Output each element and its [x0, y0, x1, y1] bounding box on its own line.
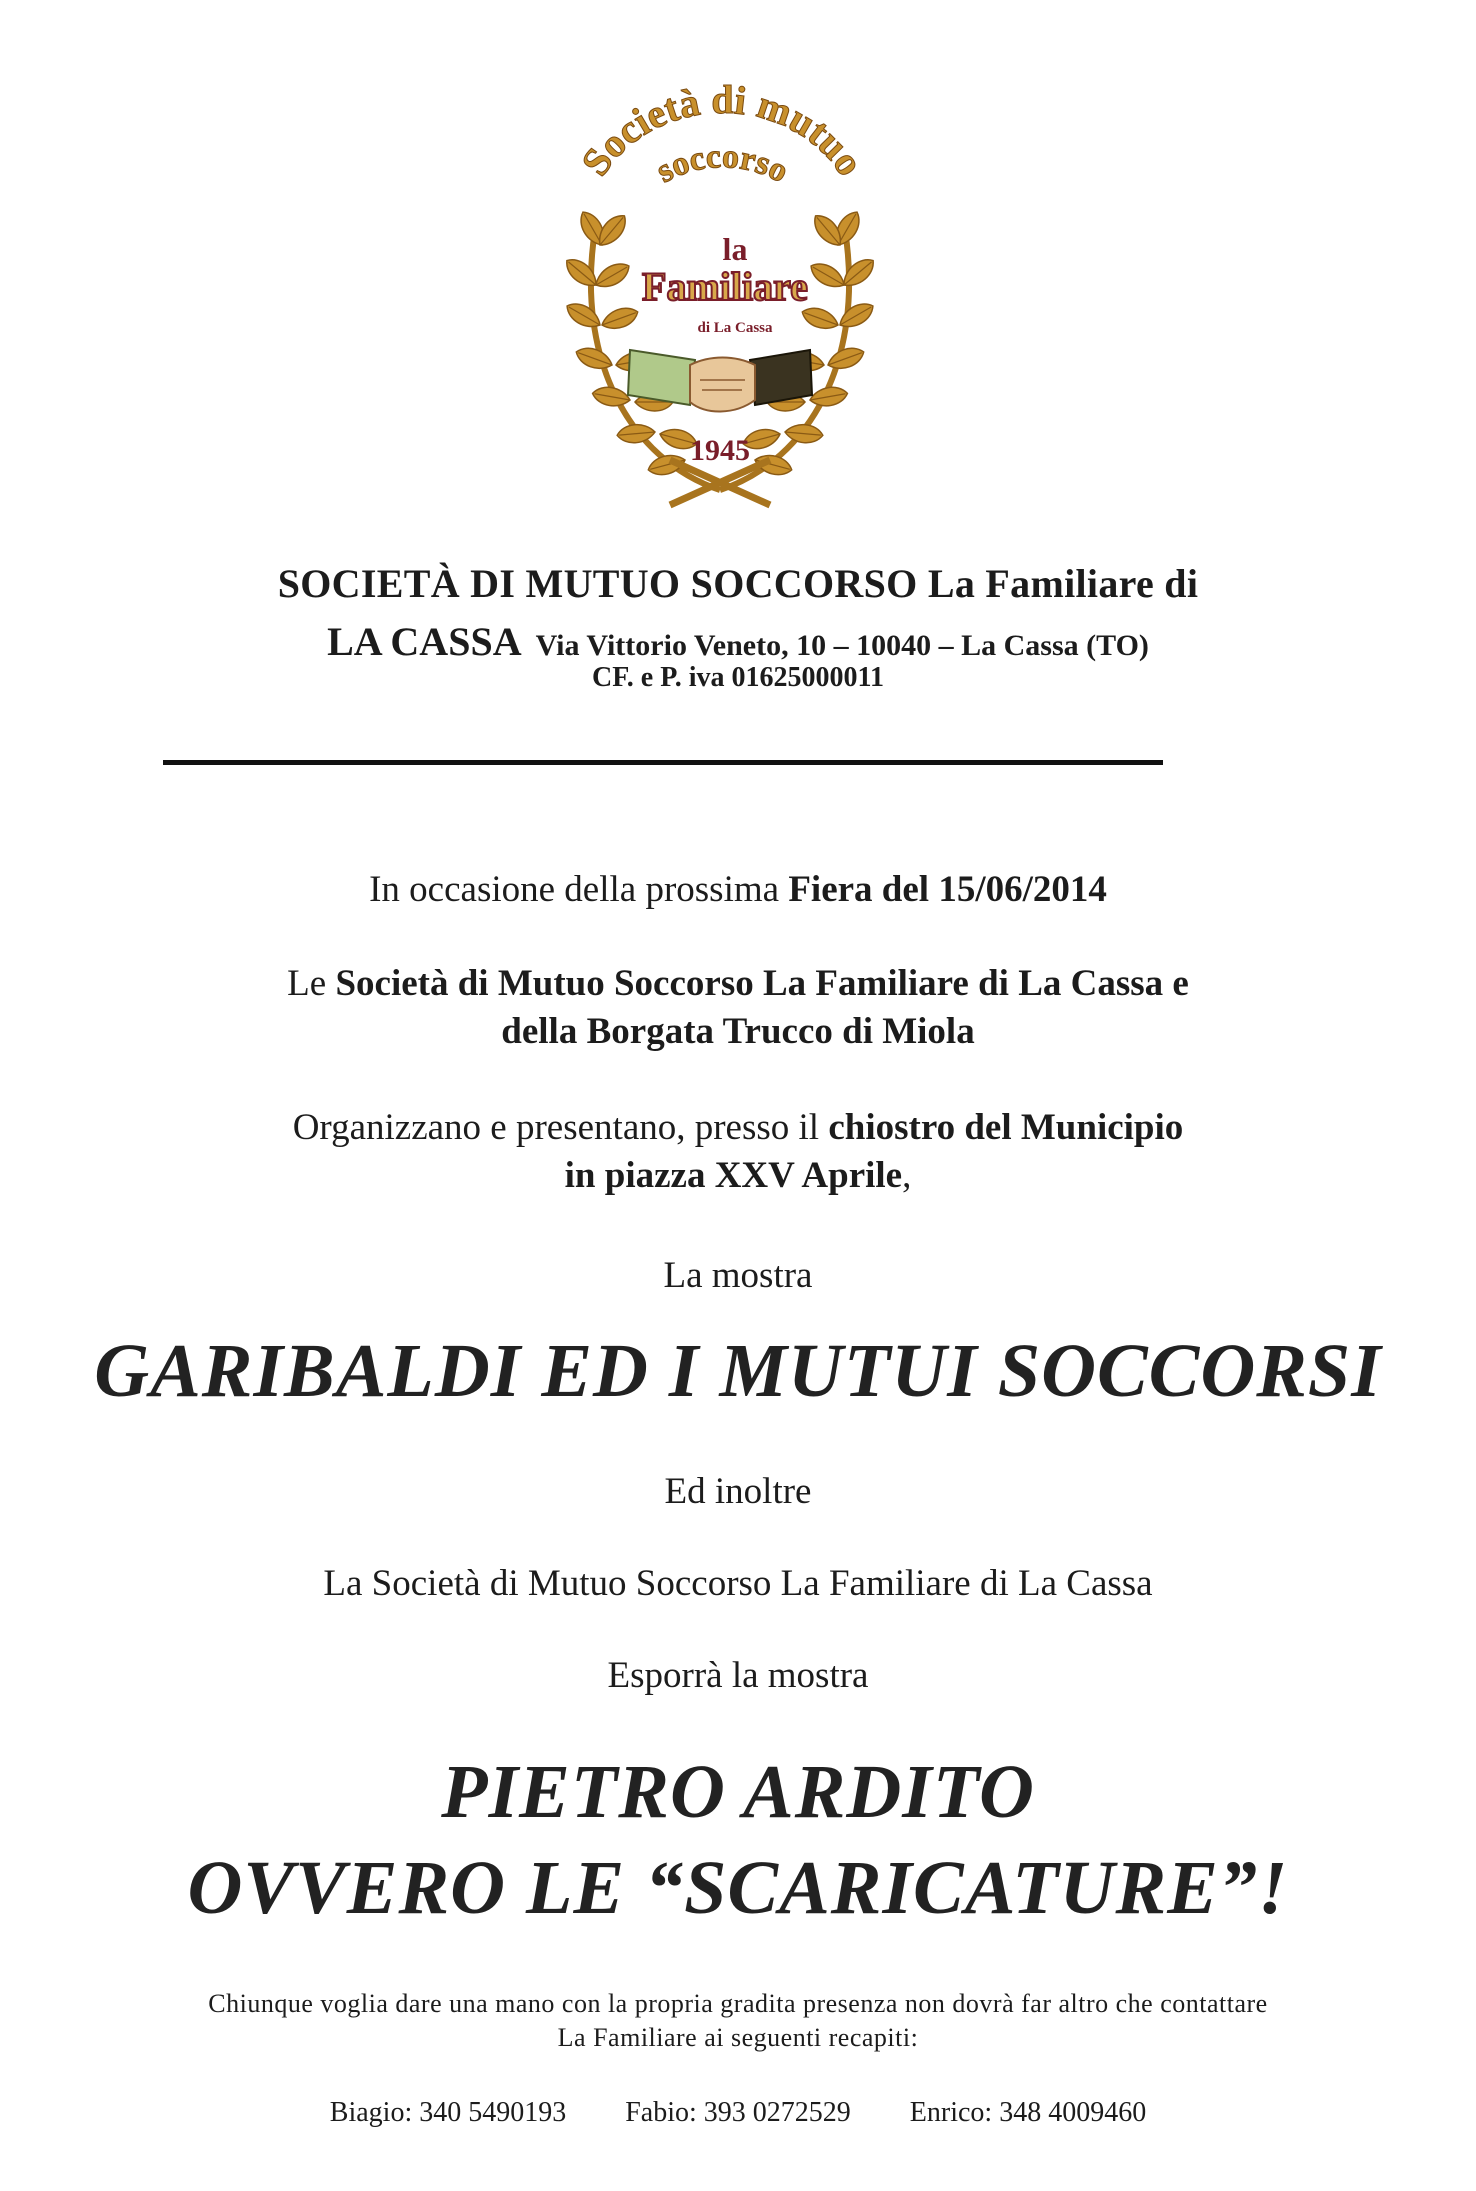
paragraph-fair: [0, 866, 1476, 914]
logo-la: la: [722, 231, 748, 267]
volunteer-note-line-2: La Familiare ai seguenti recapiti:: [557, 2023, 919, 2052]
contact-enrico: Enrico: 348 4009460: [909, 2097, 1147, 2128]
exhibition-title-2-line-1: PIETRO ARDITO: [441, 1750, 1035, 1834]
header-line-2: [0, 618, 1476, 665]
venue-square: in piazza XXV Aprile: [564, 1155, 903, 1196]
paragraph-organizers: [0, 960, 1476, 1056]
header-tax-id: CF. e P. iva 01625000011: [592, 662, 884, 693]
logo-arc-text: Società di mutuo: [572, 76, 873, 184]
header-place: LA CASSA: [327, 619, 522, 664]
header-line-1: SOCIETÀ DI MUTUO SOCCORSO La Familiare di: [277, 561, 1199, 606]
venue-cloister: chiostro del Municipio: [828, 1107, 1184, 1148]
organizers-line-1: Società di Mutuo Soccorso La Familiare di La Cassa e: [335, 963, 1189, 1004]
contact-biagio: Biagio: 340 5490193: [329, 2097, 567, 2128]
venue-comma: ,: [902, 1155, 912, 1196]
contact-fabio: Fabio: 393 0272529: [625, 2097, 851, 2128]
logo-subtitle: di La Cassa: [697, 320, 773, 336]
svg-text:soccorso: [650, 138, 794, 190]
organizers-line-2: della Borgata Trucco di Miola: [501, 1011, 975, 1052]
fair-date: Fiera del 15/06/2014: [788, 869, 1107, 910]
paragraph-will-exhibit: Esporrà la mostra: [607, 1655, 869, 1696]
logo-year: 1945: [690, 434, 750, 467]
volunteer-note-line-1: Chiunque voglia dare una mano con la propria gradita presenza non dovrà far altro che contattare: [208, 1989, 1268, 2018]
logo-arc-text-2: soccorso: [650, 138, 795, 191]
header-address: Via Vittorio Veneto, 10 – 10040 – La Cassa (TO): [535, 629, 1149, 662]
header-divider: [163, 760, 1163, 765]
fair-intro: In occasione della prossima: [369, 869, 789, 910]
paragraph-venue: [0, 1104, 1476, 1200]
paragraph-also: Ed inoltre: [664, 1471, 812, 1512]
exhibition-title-2: [0, 1744, 1476, 1936]
paragraph-society: La Società di Mutuo Soccorso La Familiare di La Cassa: [323, 1563, 1153, 1604]
volunteer-note: [0, 1987, 1476, 2055]
logo-name: Familiare: [642, 264, 808, 309]
contacts-row: [0, 2097, 1476, 2129]
organizers-intro: Le: [287, 963, 336, 1004]
society-logo: [520, 60, 920, 520]
exhibition-title-1: GARIBALDI ED I MUTUI SOCCORSI: [94, 1329, 1382, 1413]
paragraph-exhibition-label: La mostra: [663, 1255, 813, 1296]
exhibition-title-2-line-2: OVVERO LE “SCARICATURE”!: [187, 1846, 1289, 1930]
venue-intro: Organizzano e presentano, presso il: [292, 1107, 829, 1148]
